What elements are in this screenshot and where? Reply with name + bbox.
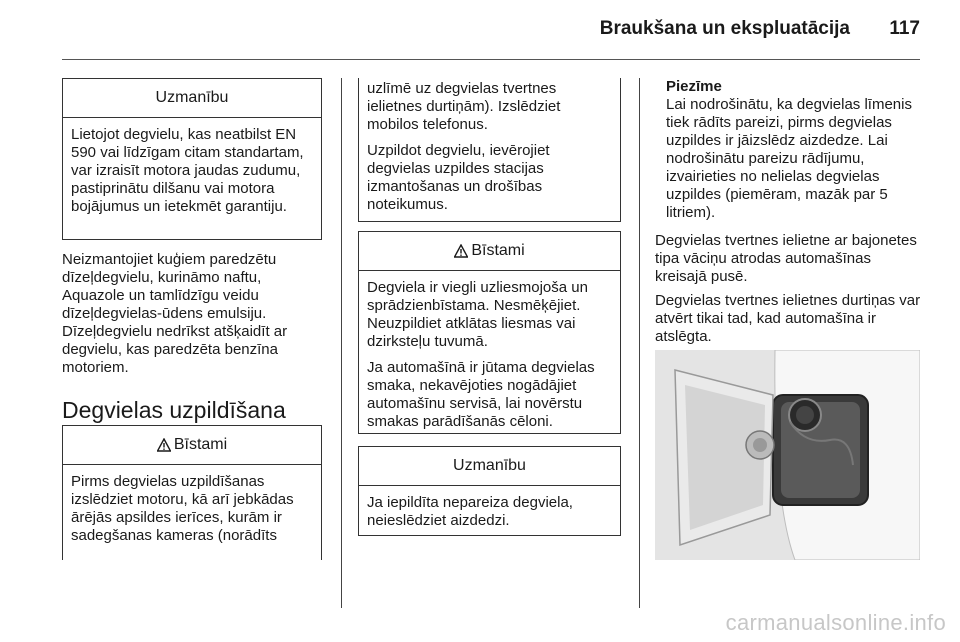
fuel-filler-illustration (655, 350, 920, 560)
fuel-door-text (655, 232, 923, 352)
caution-box-2 (358, 446, 621, 536)
note-title: Piezīme (666, 78, 722, 95)
note-block (666, 78, 920, 222)
caution-text: Lietojot degvielu, kas neatbilst EN 590 vai līdzīgam citam standartam, var izraisīt motora jaudas zudumu, pastiprinātu dilšanu vai motora bojājumus un ietekmēt garantiju. (71, 126, 304, 215)
section-heading: Degvielas uzpildīšana (62, 397, 286, 423)
fuel-door-unlock: Degvielas tvertnes ielietnes durtiņas var atvērt tikai tad, kad automašīna ir atslēgta. (655, 292, 921, 345)
danger-box-2 (358, 231, 621, 434)
column-divider-1 (341, 78, 342, 608)
danger-header-2 (359, 232, 620, 271)
warning-icon (454, 244, 468, 258)
danger-box (62, 425, 322, 560)
danger-title: Bīstami (173, 436, 228, 453)
danger-text: Pirms degvielas uzpildīšanas izslēdziet motoru, kā arī jebkādas ārējās apsildes ierīces, kurām ir sadegšanas kameras (norādīts (71, 473, 294, 544)
watermark-text: carmanualsonline.info (725, 610, 946, 635)
caution-title-2: Uzmanību (359, 447, 620, 486)
paragraph-text: Neizmantojiet kuģiem paredzētu dīzeļdegvielu, kurināmo naftu, Aquazole un tamlīdzīgu veidu dīzeļdegvielas-ūdens emulsiju. Dīzeļdegvielu nedrīkst atšķaidīt ar degvielu, kas paredzēta benzīna motoriem. (62, 251, 288, 376)
caution-text-2: Ja iepildīta nepareiza degviela, neieslēdziet aizdedzi. (367, 494, 573, 529)
fuel-door-location: Degvielas tvertnes ielietne ar bajonetes tipa vāciņu atrodas automašīnas kreisajā pusē. (655, 232, 917, 285)
danger-text-2b: Ja automašīnā ir jūtama degvielas smaka, nekavējoties nogādājiet automašīnu servisā, lai novērstu smakas parādīšanās cēloni. (367, 359, 595, 430)
caution-box (62, 78, 322, 240)
page-header (0, 0, 960, 60)
caution-title: Uzmanību (63, 79, 321, 118)
danger-text-2a: Degviela ir viegli uzliesmojoša un sprādzienbīstama. Nesmēķējiet. Neuzpildiet atklātas liesmas vai dzirksteļu tuvumā. (367, 279, 588, 350)
chapter-title: Braukšana un ekspluatācija (599, 18, 850, 39)
column-divider-2 (639, 78, 640, 608)
note-text: Lai nodrošinātu, ka degvielas līmenis tiek rādīts pareizi, pirms degvielas uzpildes ir jāizslēdz aizdedze. Lai nodrošinātu pareizu rādījumu, izvairieties no nelielas degvielas uzpildes (piemēram, mazāk par 5 litriem). (666, 96, 912, 221)
fuel-flap-drawing (655, 350, 920, 560)
danger-header (63, 426, 321, 465)
page-number: 117 (889, 18, 920, 39)
continued-text-1: uzlīmē uz degvielas tvertnes ielietnes durtiņām). Izslēdziet mobilos telefonus. (367, 80, 561, 133)
warning-icon (157, 438, 171, 452)
continued-danger-box (358, 78, 621, 222)
continued-text-2: Uzpildot degvielu, ievērojiet degvielas uzpildes stacijas izmantošanas un drošības noteikumus. (367, 142, 550, 213)
header-divider (62, 59, 920, 60)
diesel-paragraph (62, 251, 324, 383)
danger-title-2: Bīstami (471, 242, 525, 259)
